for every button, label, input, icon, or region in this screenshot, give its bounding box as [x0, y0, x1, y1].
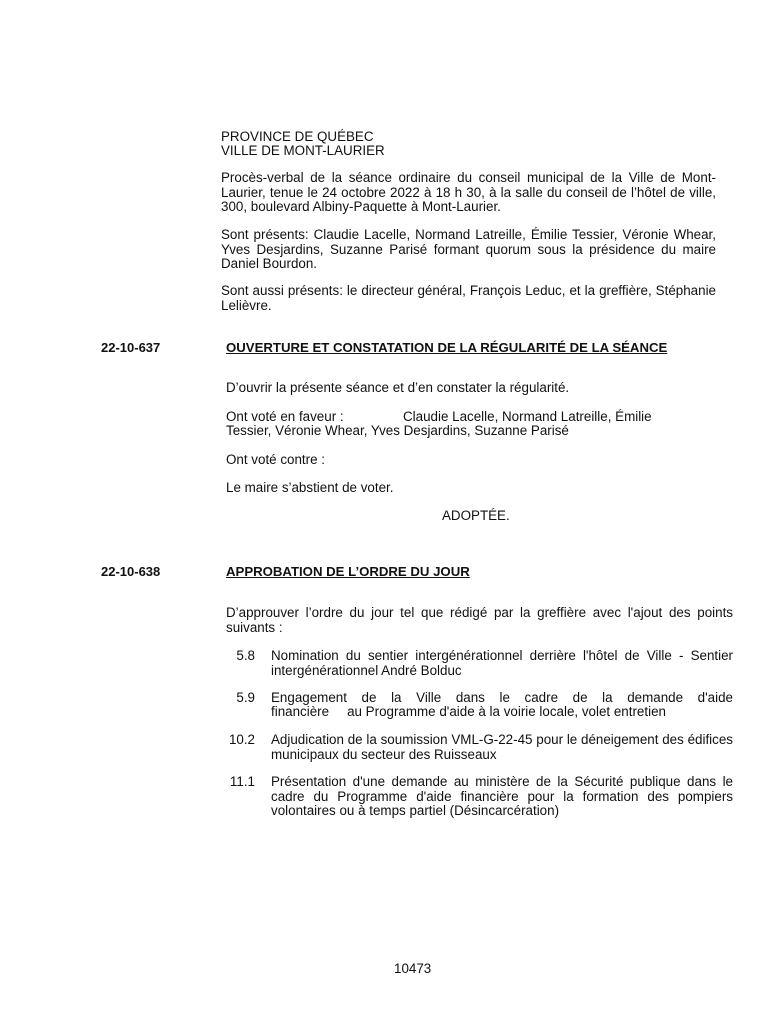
- agenda-item-text: Présentation d'une demande au ministère de la Sécurité publique dans le cadre du Programme d'aide financière pour la formation des pompiers volontaires ou à temps partiel (Désincarcération): [271, 774, 733, 819]
- votes-for-names-continued: Tessier, Véronie Whear, Yves Desjardins, Suzanne Parisé: [226, 423, 569, 438]
- agenda-item-number: 5.9: [236, 690, 255, 705]
- abstention-note: Le maire s’abstient de voter.: [226, 480, 394, 495]
- resolution-number: 22-10-637: [101, 340, 161, 355]
- resolution-text: D’ouvrir la présente séance et d’en constater la régularité.: [226, 380, 570, 395]
- resolution-title: APPROBATION DE L’ORDRE DU JOUR: [226, 564, 470, 579]
- votes-against: Ont voté contre :: [226, 452, 325, 467]
- agenda-item-number: 5.8: [236, 648, 255, 663]
- resolution-text: D’approuver l’ordre du jour tel que rédigé par la greffière avec l'ajout des points suivants :: [226, 605, 733, 635]
- agenda-item-number: 11.1: [229, 774, 255, 789]
- agenda-item-text-part: financière: [271, 704, 330, 719]
- agenda-item: [221, 733, 733, 763]
- agenda-item: [221, 691, 733, 721]
- province-heading: PROVINCE DE QUÉBEC: [221, 129, 374, 144]
- agenda-item-text: Adjudication de la soumission VML-G-22-45 pour le déneigement des édifices municipaux du secteur des Ruisseaux: [271, 732, 733, 762]
- agenda-item: [221, 775, 733, 821]
- proces-verbal-paragraph: Procès-verbal de la séance ordinaire du conseil municipal de la Ville de Mont-Laurier, tenue le 24 octobre 2022 à 18 h 30, à la salle du conseil de l’hôtel de ville, 300, boulevard Albiny-Paquette à Mont-Laurier.: [221, 170, 716, 215]
- ville-heading: VILLE DE MONT-LAURIER: [221, 143, 385, 158]
- votes-for-label: Ont voté en faveur :: [226, 409, 344, 424]
- agenda-item-text-continued: [271, 705, 666, 720]
- votes-for-names: Claudie Lacelle, Normand Latreille, Émilie: [403, 409, 652, 424]
- agenda-item-text: Engagement de la Ville dans le cadre de la demande d'aide: [271, 690, 733, 705]
- agenda-item-text-part: au Programme d'aide à la voirie locale, volet entretien: [347, 704, 666, 719]
- agenda-item: [221, 649, 733, 679]
- page-number: 10473: [394, 961, 432, 976]
- resolution-number: 22-10-638: [101, 564, 161, 579]
- agenda-item-number: 10.2: [228, 732, 255, 747]
- agenda-item-text: Nomination du sentier intergénérationnel derrière l'hôtel de Ville - Sentier intergénérationnel André Bolduc: [271, 648, 733, 678]
- presents-paragraph: Sont présents: Claudie Lacelle, Normand Latreille, Émilie Tessier, Véronie Whear, Yves Desjardins, Suzanne Parisé formant quorum sous la présidence du maire Daniel Bourdon.: [221, 227, 716, 272]
- aussi-presents-paragraph: Sont aussi présents: le directeur général, François Leduc, et la greffière, Stéphanie Lelièvre.: [221, 283, 716, 313]
- adopted-status: ADOPTÉE.: [442, 508, 510, 523]
- resolution-title: OUVERTURE ET CONSTATATION DE LA RÉGULARITÉ DE LA SÉANCE: [226, 340, 668, 355]
